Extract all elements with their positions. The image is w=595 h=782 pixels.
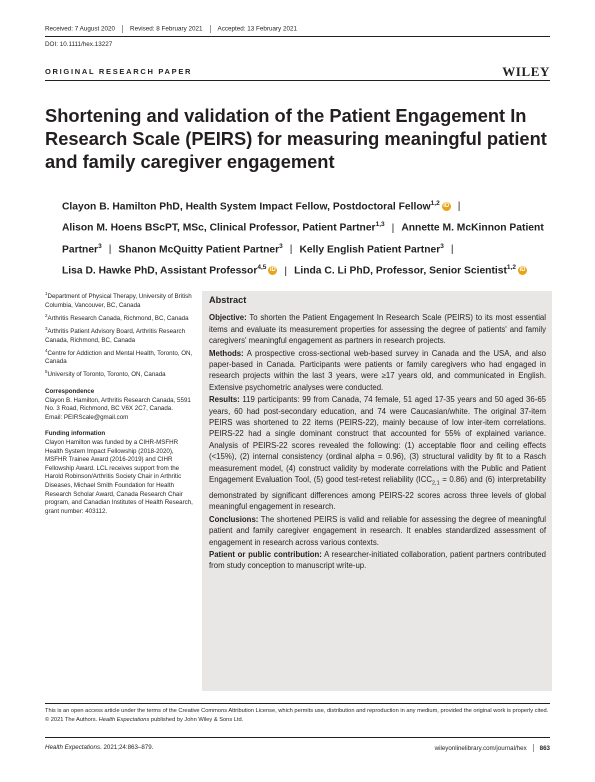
- author-affiliation-sup: 3: [279, 242, 283, 250]
- affiliation-item: $^3$Arthritis Patient Advisory Board, Arthritis Research Canada, Richmond, BC, Canada: [45, 325, 186, 344]
- abstract-results: Results: 119 participants: 99 from Canada, 74 female, 51 aged 17-35 years and 50 aged 36-65 years, 60 had post-secondary education, and 74 were Caucasian/white. The original 37-item PEIRS was shortened to 22 items (PEIRS-22), mainly because of low inter-item correlations. PEIRS-22 had a single dominant construct that accounted for 55% of explained variance. Analysis of PEIRS-22 scores revealed the following: (1) acceptable floor and ceiling effects (<15%), (2) internal consistency (ordinal alpha = 0.96), (3) structural validity by fit to a Rasch measurement model, (4) construct validity by moderate correlations with the Public and Patient Engagement Evaluation Tool, (5) good test-retest reliability $(ICC_{2,1} = 0.86)$ and (6) interpretability demonstrated by significant differences among PEIRS-22 scores across three levels of global meaningful engagement in research.: [209, 395, 546, 512]
- author-name: Annette M. McKinnon Patient Partner: [62, 222, 544, 256]
- affiliation-item: $^5$University of Toronto, Toronto, ON, Canada: [45, 369, 166, 379]
- article-dates: [45, 25, 297, 33]
- title-rule: [45, 80, 550, 81]
- author-affiliation-sup: 1,2: [430, 200, 440, 207]
- copyright-text: © 2021 The Authors. Health Expectations published by John Wiley & Sons Ltd.: [45, 717, 244, 723]
- abstract-box: [202, 291, 552, 691]
- abstract-contribution: Patient or public contribution: A researcher-initiated collaboration, patient partners contributed from study conception to manuscript write-up.: [209, 550, 546, 571]
- orcid-icon[interactable]: iD: [443, 203, 450, 210]
- abstract-heading: Abstract: [209, 295, 247, 305]
- page-footer: [45, 744, 550, 752]
- page-number: 863: [539, 744, 550, 752]
- journal-citation: Health Expectations. 2021;24:863–879.: [45, 744, 154, 751]
- correspondence-heading: Correspondence: [45, 388, 95, 396]
- affiliation-item: $^2$Arthritis Research Canada, Richmond, BC, Canada: [45, 312, 189, 322]
- footer-rule: [45, 737, 550, 738]
- license-footnote: [45, 707, 555, 725]
- author-separator: |: [108, 244, 112, 256]
- author-name: Alison M. Hoens BScPT, MSc, Clinical Professor, Patient Partner: [62, 222, 376, 234]
- author-separator: |: [457, 201, 461, 213]
- funding-text: Clayon Hamilton was funded by a CIHR-MSFHR Health System Impact Fellowship (2018-2020), MSFHR Trainee Award (2016-2019) and CIHR Fellowship Award. LCL receives support from the Harold Robinson/Arthritis Society Chair in Arthritic Diseases, Michael Smith Foundation for Health Research Scholar Award, Canada Research Chair program, and Canadian Institutes of Health Research, grant number: 403112.: [45, 439, 193, 515]
- journal-url-link[interactable]: wileyonlinelibrary.com/journal/hex: [434, 744, 527, 752]
- page-title: Shortening and validation of the Patient Engagement In Research Scale (PEIRS) for measuring meaningful patient and family caregiver engagement: [45, 105, 547, 172]
- license-text: This is an open access article under the terms of the Creative Commons Attribution License, which permits use, distribution and reproduction in any medium, provided the original work is properly cited.: [45, 708, 549, 714]
- author-affiliation-sup: 1,2: [506, 264, 516, 272]
- correspondence-text: Clayon B. Hamilton, Arthritis Research Canada, 5591 No. 3 Road, Richmond, BC V6X 2C7, Canada.: [45, 396, 191, 413]
- abstract-objective: Objective: To shorten the Patient Engagement In Research Scale (PEIRS) to its most essential items and evaluate its measurement properties for assessing the degree of patients' and family caregivers' meaningful engagement as partners in research projects.: [209, 313, 546, 346]
- revised-date: Revised: 8 February 2021: [130, 25, 203, 33]
- author-separator: |: [284, 265, 288, 277]
- author-separator: |: [289, 244, 293, 256]
- accepted-date: Accepted: 13 February 2021: [217, 25, 297, 33]
- author-affiliation-sup: 4,5: [257, 264, 267, 272]
- affiliation-item: $^1$Department of Physical Therapy, University of British Columbia, Vancouver, BC, Canada: [45, 291, 192, 309]
- date-divider: [210, 25, 211, 33]
- correspondence-email[interactable]: Email: PEIRScale@gmail.com: [45, 413, 129, 421]
- author-affiliation-sup: 1,3: [375, 221, 385, 229]
- author-separator: |: [450, 244, 454, 256]
- author-name: Lisa D. Hawke PhD, Assistant Professor: [62, 265, 258, 277]
- date-divider: [122, 25, 123, 33]
- abstract-methods: Methods: A prospective cross-sectional web-based survey in Canada and the USA, and also paper-based in Canada. Participants were patients or family caregivers who had engaged in research projects within the last 3 years, were ≥17 years old, and communicated in English. Extensive psychometric analyses were conducted.: [209, 348, 546, 392]
- author-name: Clayon B. Hamilton PhD, Health System Impact Fellow, Postdoctoral Fellow: [62, 201, 431, 213]
- orcid-icon[interactable]: iD: [269, 267, 276, 274]
- affiliation-item: $^4$Centre for Addiction and Mental Health, Toronto, ON, Canada: [45, 347, 193, 366]
- author-name: Linda C. Li PhD, Professor, Senior Scientist: [294, 265, 507, 277]
- received-date: Received: 7 August 2020: [45, 25, 116, 33]
- side-column: [45, 290, 195, 516]
- doi[interactable]: DOI: 10.1111/hex.13227: [45, 41, 113, 48]
- publisher-logo: WILEY: [502, 64, 550, 79]
- author-affiliation-sup: 3: [98, 242, 102, 250]
- footnote-rule: [45, 703, 550, 704]
- author-name: Kelly English Patient Partner: [299, 244, 441, 256]
- author-list: [62, 195, 552, 281]
- author-separator: |: [391, 222, 395, 234]
- author-affiliation-sup: 3: [440, 242, 444, 250]
- footer-divider: [533, 744, 534, 752]
- funding-heading: Funding information: [45, 430, 106, 438]
- abstract-conclusions: Conclusions: The shortened PEIRS is valid and reliable for assessing the degree of meaningful patient and family caregiver engagement in research. It enables standardized assessment of engagement in research across various contexts.: [209, 514, 546, 547]
- orcid-icon[interactable]: iD: [519, 267, 526, 274]
- article-type: ORIGINAL RESEARCH PAPER: [45, 67, 193, 76]
- header-rule: [45, 36, 550, 37]
- author-name: Shanon McQuitty Patient Partner: [118, 244, 280, 256]
